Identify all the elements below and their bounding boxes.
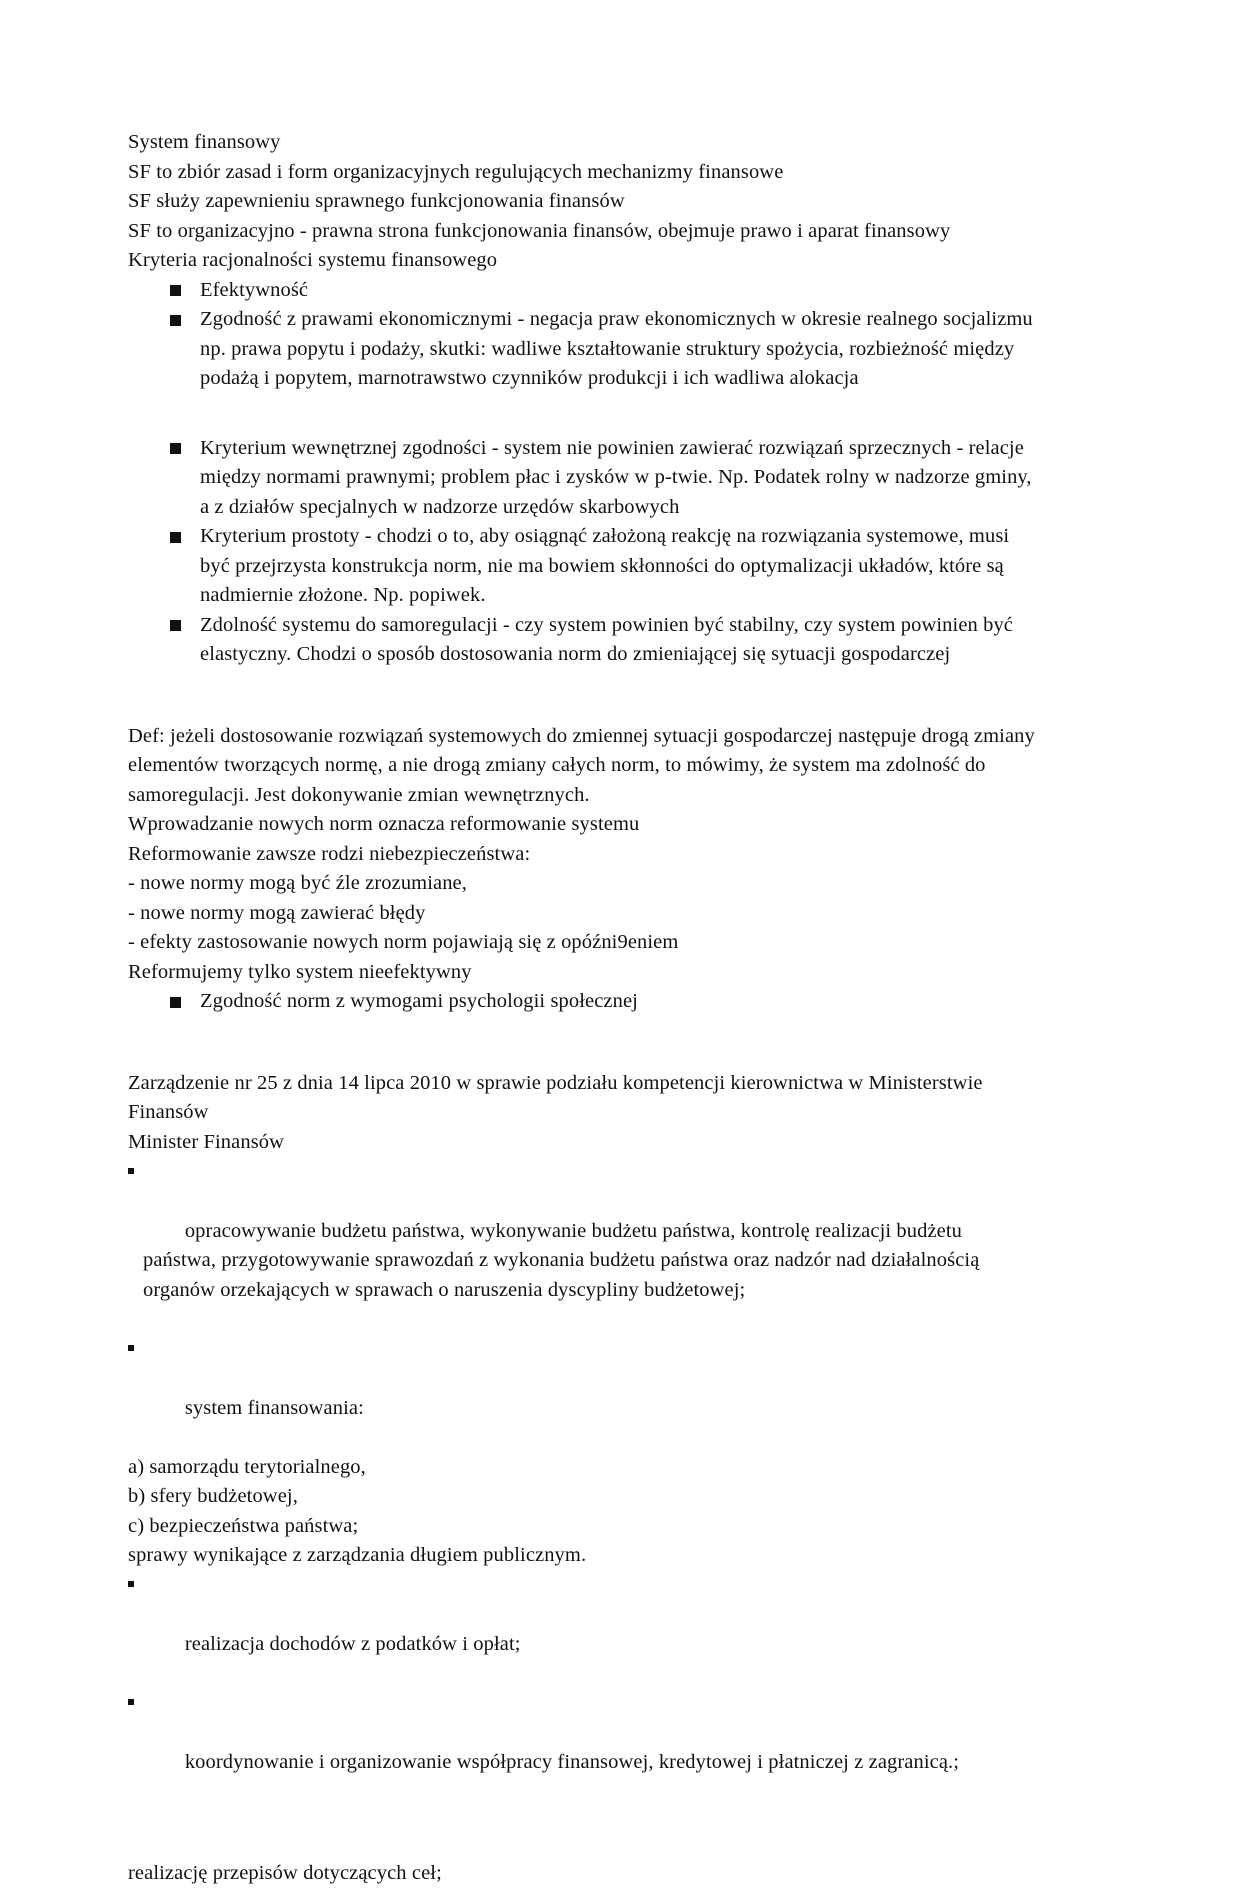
definition-line-conclusion: Reformujemy tylko system nieefektywny [128, 960, 472, 983]
document-body [128, 128, 1040, 1888]
list-item [128, 611, 1040, 670]
square-bullet-icon [170, 285, 181, 296]
definition-line-risks-heading: Reformowanie zawsze rodzi niebezpieczeństwa: [128, 842, 531, 865]
definition-line-risk-3: - efekty zastosowanie nowych norm pojawiają się z opóźni9eniem [128, 931, 679, 954]
ordinance-item-label: opracowywanie budżetu państwa, wykonywanie budżetu państwa, kontrolę realizacji budżetu państwa, przygotowywanie sprawozdań z wykonania budżetu państwa oraz nadzór nad działalnością organów orzekających w sprawach o naruszenia dyscypliny budżetowej; [143, 1219, 985, 1301]
list-item [128, 987, 1040, 1017]
ordinance-item [128, 1571, 1040, 1689]
ordinance-item-label: koordynowanie i organizowanie współpracy finansowej, kredytowej i płatniczej z zagranicą.; [184, 1750, 960, 1773]
intro-line-definition-1: SF to zbiór zasad i form organizacyjnych regulujących mechanizmy finansowe [128, 160, 784, 183]
ordinance-item-label: realizacja dochodów z podatków i opłat; [184, 1632, 521, 1655]
list-item-label: Efektywność [200, 278, 309, 301]
definition-block [128, 722, 1040, 988]
ordinance-block [128, 1069, 1040, 1807]
list-item-label: Kryterium prostoty - chodzi o to, aby osiągnąć założoną reakcję na rozwiązania systemowe, musi być przejrzysta konstrukcja norm, nie ma bowiem skłonności do optymalizacji układów, które są nadmiernie złożone. Np. popiwek. [200, 525, 1015, 607]
small-square-bullet-icon [128, 1168, 134, 1174]
square-bullet-icon [170, 997, 181, 1008]
definition-line-risk-2: - nowe normy mogą zawierać błędy [128, 901, 426, 924]
ordinance-subitem-a: a) samorządu terytorialnego, [128, 1455, 366, 1478]
criteria-heading: Kryteria racjonalności systemu finansowego [128, 249, 498, 272]
spacer [128, 1017, 1040, 1069]
ordinance-subitem-b: b) sfery budżetowej, [128, 1485, 298, 1508]
ordinance-item [128, 1335, 1040, 1453]
square-bullet-icon [170, 315, 181, 326]
criteria-list-group-2 [128, 434, 1040, 670]
spacer [128, 670, 1040, 722]
ordinance-heading: Zarządzenie nr 25 z dnia 14 lipca 2010 w sprawie podziału kompetencji kierownictwa w Ministerstwie Finansów [128, 1071, 988, 1124]
psychology-list [128, 987, 1040, 1017]
ordinance-closing-line: realizację przepisów dotyczących ceł; [128, 1861, 442, 1884]
list-item [128, 276, 1040, 306]
page-title: System finansowy [128, 131, 281, 153]
small-square-bullet-icon [128, 1699, 134, 1705]
definition-line-risk-1: - nowe normy mogą być źle zrozumiane, [128, 872, 467, 895]
ordinance-item [128, 1689, 1040, 1807]
list-item [128, 434, 1040, 523]
intro-line-definition-3: SF to organizacyjno - prawna strona funkcjonowania finansów, obejmuje prawo i aparat finansowy [128, 219, 951, 242]
square-bullet-icon [170, 443, 181, 454]
small-square-bullet-icon [128, 1345, 134, 1351]
list-item-label: Zgodność norm z wymogami psychologii społecznej [200, 990, 638, 1013]
ordinance-subitem-c: c) bezpieczeństwa państwa; [128, 1514, 359, 1537]
criteria-list-group-1 [128, 276, 1040, 394]
spacer [128, 1807, 1040, 1859]
spacer [128, 394, 1040, 434]
square-bullet-icon [170, 532, 181, 543]
ordinance-item-label: system finansowania: [184, 1396, 364, 1419]
list-item-label: Zgodność z prawami ekonomicznymi - negacja praw ekonomicznych w okresie realnego socjalizmu np. prawa popytu i podaży, skutki: wadliwe kształtowanie struktury spożycia, rozbieżność między podażą i popytem, marnotrawstwo czynników produkcji i ich wadliwa alokacja [200, 308, 1039, 390]
list-item [128, 305, 1040, 394]
ordinance-item [128, 1157, 1040, 1334]
square-bullet-icon [170, 620, 181, 631]
intro-line-definition-2: SF służy zapewnieniu sprawnego funkcjonowania finansów [128, 190, 625, 213]
list-item [128, 522, 1040, 611]
intro-block [128, 128, 1040, 276]
ordinance-line-public-debt: sprawy wynikające z zarządzania długiem publicznym. [128, 1544, 587, 1567]
definition-line-reform: Wprowadzanie nowych norm oznacza reformowanie systemu [128, 813, 640, 836]
small-square-bullet-icon [128, 1581, 134, 1587]
definition-paragraph: Def: jeżeli dostosowanie rozwiązań systemowych do zmiennej sytuacji gospodarczej następuje drogą zmiany elementów tworzących normę, a nie drogą zmiany całych norm, to mówimy, że system ma zdolność do samoregulacji. Jest dokonywanie zmian wewnętrznych. [128, 724, 1041, 806]
ordinance-subheading: Minister Finansów [128, 1130, 285, 1153]
list-item-label: Kryterium wewnętrznej zgodności - system nie powinien zawierać rozwiązań sprzecznych - relacje między normami prawnymi; problem płac i zysków w p-twie. Np. Podatek rolny w nadzorze gminy, a z działów specjalnych w nadzorze urzędów skarbowych [200, 436, 1037, 518]
list-item-label: Zdolność systemu do samoregulacji - czy system powinien być stabilny, czy system powinien być elastyczny. Chodzi o sposób dostosowania norm do zmieniającej się sytuacji gospodarczej [200, 613, 1019, 666]
